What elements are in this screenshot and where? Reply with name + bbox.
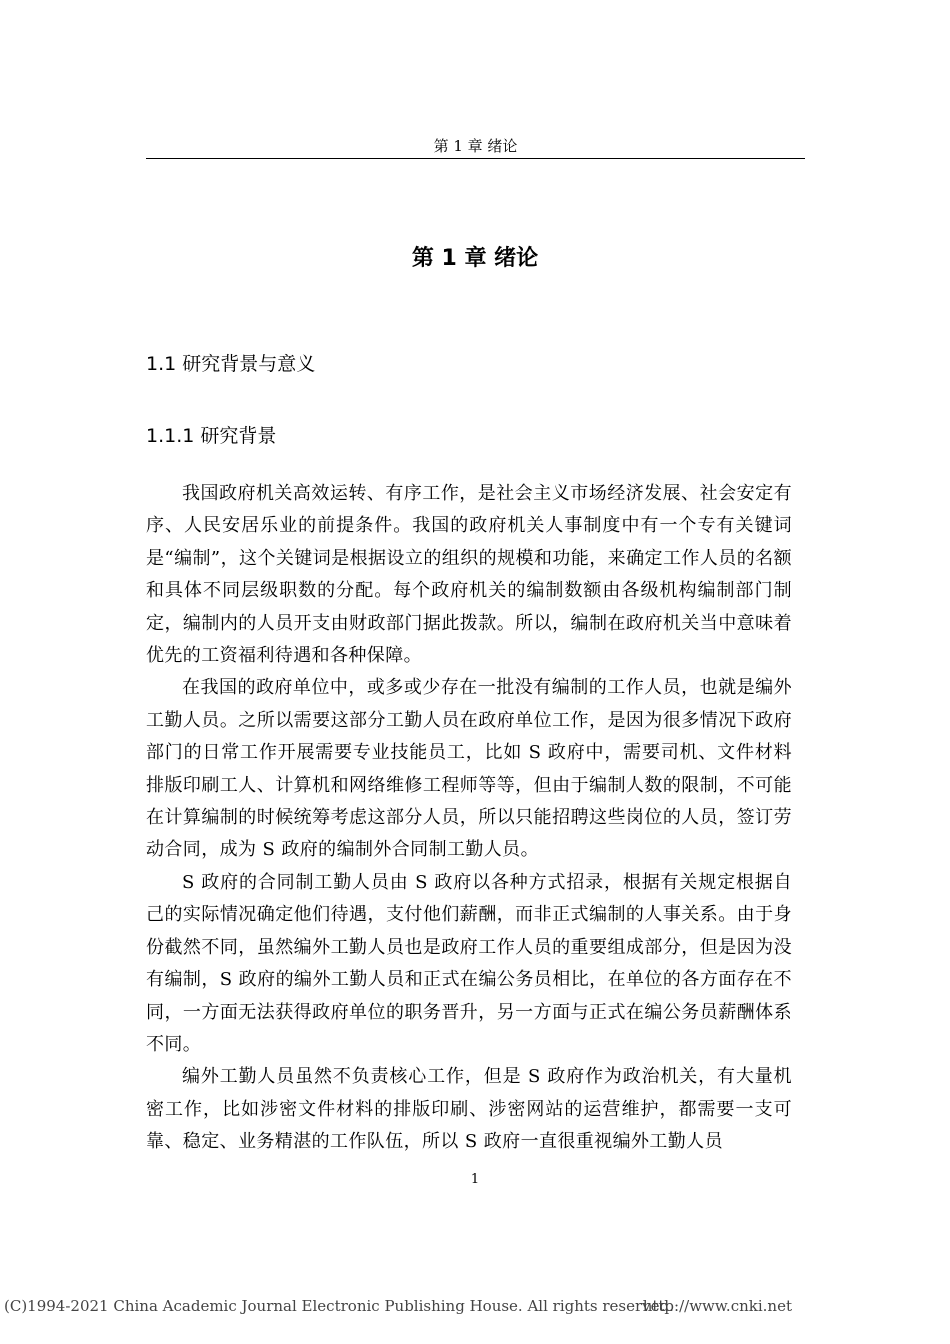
chapter-title: 第 1 章 绪论 <box>411 246 539 271</box>
paragraph: 编外工勤人员虽然不负责核心工作，但是 S 政府作为政治机关，有大量机密工作，比如涉密文件材料的排版印刷、涉密网站的运营维护，都需要一支可靠、稳定、业务精湛的工作队伍，所以 S 政府一直很重视编外工勤人员 <box>146 1066 792 1153</box>
footer-url: http://www.cnki.net <box>642 1297 792 1315</box>
paragraph: S 政府的合同制工勤人员由 S 政府以各种方式招录，根据有关规定根据自己的实际情况确定他们待遇，支付他们薪酬，而非正式编制的人事关系。由于身份截然不同，虽然编外工勤人员也是政府工作人员的重要组成部分，但是因为没有编制，S 政府的编外工勤人员和正式在编公务员相比，在单位的各方面存在不同，一方面无法获得政府单位的职务晋升，另一方面与正式在编公务员薪酬体系不同。 <box>146 871 792 1055</box>
copyright-notice: (C)1994-2021 China Academic Journal Electronic Publishing House. All rights reserved. <box>4 1297 674 1315</box>
section-heading-1-1: 1.1 研究背景与意义 <box>146 353 316 375</box>
page-number: 1 <box>470 1172 480 1187</box>
running-header: 第 1 章 绪论 <box>146 136 805 159</box>
body-text <box>146 478 792 1159</box>
paragraph: 在我国的政府单位中，或多或少存在一批没有编制的工作人员，也就是编外工勤人员。之所以需要这部分工勤人员在政府单位工作，是因为很多情况下政府部门的日常工作开展需要专业技能员工，比如 S 政府中，需要司机、文件材料排版印刷工人、计算机和网络维修工程师等等，但由于编制人数的限制，不可能在计算编制的时候统筹考虑这部分人员，所以只能招聘这些岗位的人员，签订劳动合同，成为 S 政府的编制外合同制工勤人员。 <box>146 677 792 861</box>
section-heading-1-1-1: 1.1.1 研究背景 <box>146 425 277 447</box>
paragraph: 我国政府机关高效运转、有序工作，是社会主义市场经济发展、社会安定有序、人民安居乐业的前提条件。我国的政府机关人事制度中有一个专有关键词是“编制”，这个关键词是根据设立的组织的规模和功能，来确定工作人员的名额和具体不同层级职数的分配。每个政府机关的编制数额由各级机构编制部门制定，编制内的人员开支由财政部门据此拨款。所以，编制在政府机关当中意味着优先的工资福利待遇和各种保障。 <box>146 483 792 667</box>
